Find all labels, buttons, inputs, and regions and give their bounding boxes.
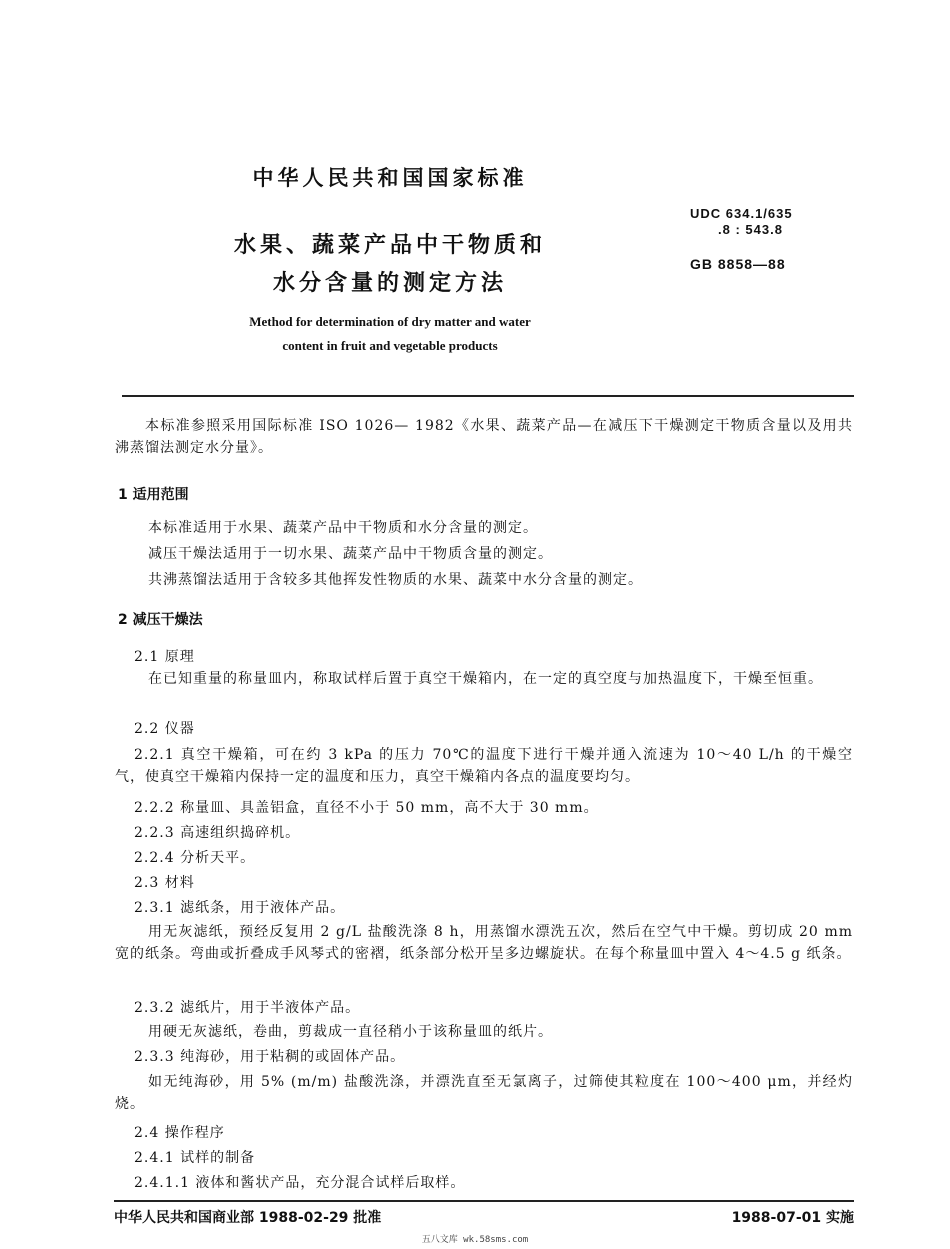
approval-line: 中华人民共和国商业部 1988-02-29 批准 bbox=[114, 1210, 382, 1226]
clause-2-2: 2.2 仪器 bbox=[134, 721, 195, 737]
clause-2-1: 2.1 原理 bbox=[134, 649, 195, 665]
clause-2-4-1-1: 2.4.1.1 液体和酱状产品，充分混合试样后取样。 bbox=[134, 1175, 466, 1191]
english-title-line1: Method for determination of dry matter and water bbox=[249, 314, 531, 329]
header-divider bbox=[122, 395, 854, 397]
clause-2-3-1-text: 用无灰滤纸，预经反复用 2 g/L 盐酸洗涤 8 h，用蒸馏水漂洗五次，然后在空气中干燥。剪切成 20 mm 宽的纸条。弯曲或折叠成手风琴式的密褶，纸条部分松开呈多边螺旋状。在每个称量皿中置入 4～4.5 g 纸条。 bbox=[115, 924, 853, 962]
section-1-line-2: 减压干燥法适用于一切水果、蔬菜产品中干物质含量的测定。 bbox=[148, 546, 553, 562]
gb-code: GB 8858—88 bbox=[690, 256, 786, 272]
clause-2-3-2-text: 用硬无灰滤纸，卷曲，剪裁成一直径稍小于该称量皿的纸片。 bbox=[148, 1024, 553, 1040]
clause-2-3-2: 2.3.2 滤纸片，用于半液体产品。 bbox=[134, 1000, 361, 1016]
nation-standard-title: 中华人民共和国国家标准 bbox=[252, 166, 528, 190]
clause-2-3-3: 2.3.3 纯海砂，用于粘稠的或固体产品。 bbox=[134, 1049, 406, 1065]
intro-paragraph: 本标准参照采用国际标准 ISO 1026— 1982《水果、蔬菜产品—在减压下干燥测定干物质含量以及用共沸蒸馏法测定水分量》。 bbox=[115, 418, 853, 456]
udc-code-line2: .8 : 543.8 bbox=[718, 222, 783, 237]
document-title-line2: 水分含量的测定方法 bbox=[272, 271, 507, 296]
section-1-line-1: 本标准适用于水果、蔬菜产品中干物质和水分含量的测定。 bbox=[148, 520, 538, 536]
clause-2-2-2: 2.2.2 称量皿、具盖铝盒，直径不小于 50 mm，高不大于 30 mm。 bbox=[134, 800, 599, 816]
clause-2-2-3: 2.2.3 高速组织捣碎机。 bbox=[134, 825, 301, 841]
effective-date: 1988-07-01 实施 bbox=[731, 1210, 854, 1226]
clause-2-1-text: 在已知重量的称量皿内，称取试样后置于真空干燥箱内，在一定的真空度与加热温度下，干燥至恒重。 bbox=[148, 671, 823, 687]
clause-2-2-1: 2.2.1 真空干燥箱，可在约 3 kPa 的压力 70℃的温度下进行干燥并通入流速为 10～40 L/h 的干燥空气，使真空干燥箱内保持一定的温度和压力，真空干燥箱内各点的温度要均匀。 bbox=[115, 747, 853, 785]
udc-code-line1: UDC 634.1/635 bbox=[690, 206, 793, 221]
clause-2-3-1: 2.3.1 滤纸条，用于液体产品。 bbox=[134, 900, 346, 916]
clause-2-4-1: 2.4.1 试样的制备 bbox=[134, 1150, 256, 1166]
clause-2-2-4: 2.2.4 分析天平。 bbox=[134, 850, 256, 866]
watermark: 五八文库 wk.58sms.com bbox=[421, 1235, 529, 1245]
section-2-heading: 2 减压干燥法 bbox=[118, 612, 203, 628]
english-title-line2: content in fruit and vegetable products bbox=[282, 338, 498, 353]
section-1-heading: 1 适用范围 bbox=[118, 487, 189, 503]
document-title-line1: 水果、蔬菜产品中干物质和 bbox=[233, 233, 546, 258]
clause-2-3: 2.3 材料 bbox=[134, 875, 195, 891]
section-1-line-3: 共沸蒸馏法适用于含较多其他挥发性物质的水果、蔬菜中水分含量的测定。 bbox=[148, 572, 643, 588]
clause-2-4: 2.4 操作程序 bbox=[134, 1125, 225, 1141]
footer-divider bbox=[114, 1200, 854, 1202]
clause-2-3-3-text: 如无纯海砂，用 5% (m/m) 盐酸洗涤，并漂洗直至无氯离子，过筛使其粒度在 100～400 μm，并经灼烧。 bbox=[115, 1074, 853, 1112]
